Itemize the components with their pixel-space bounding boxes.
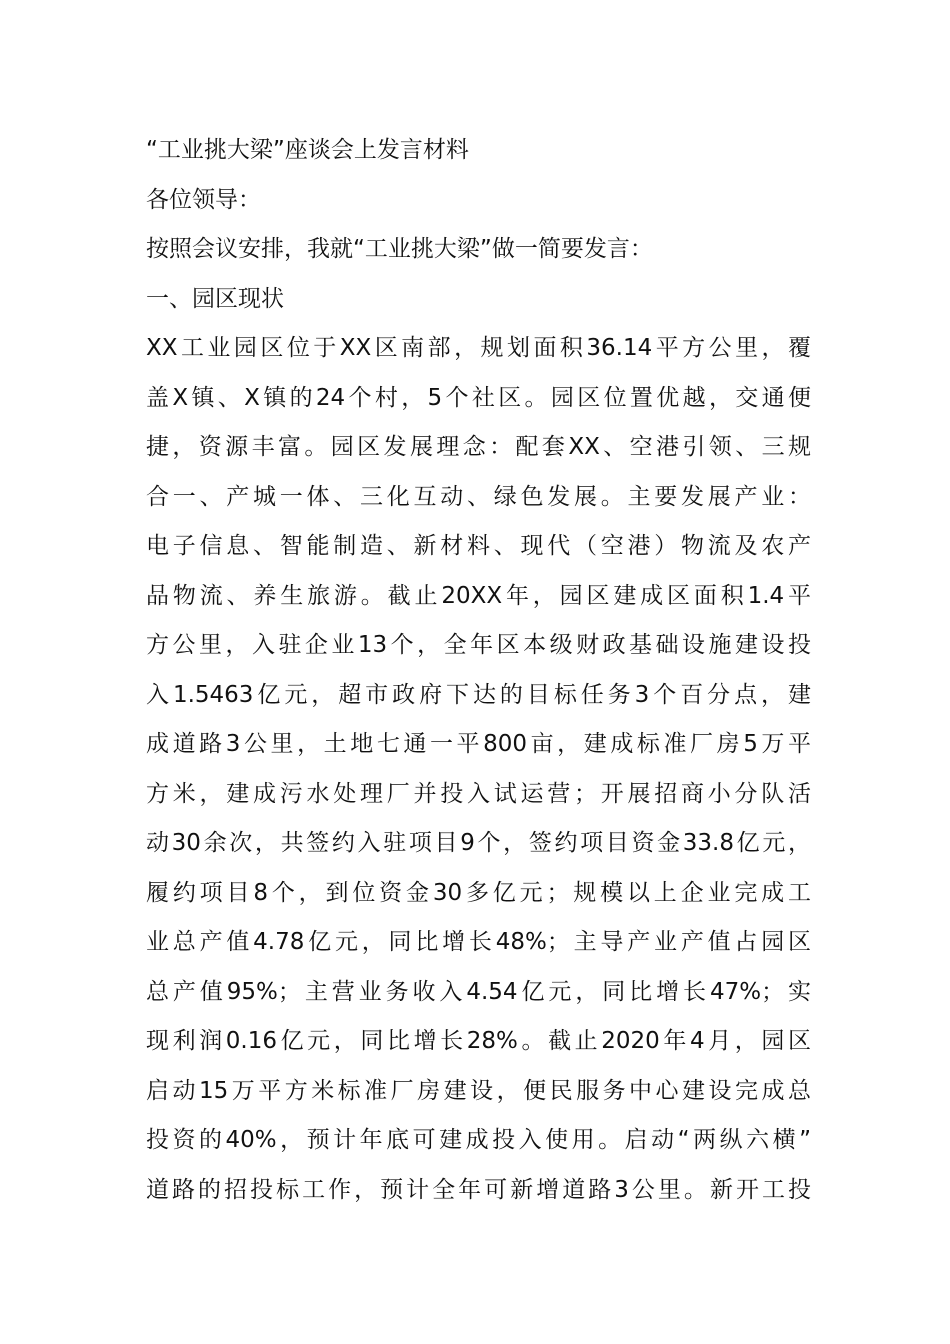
salutation: 各位领导：	[146, 186, 261, 213]
body-paragraph	[146, 324, 811, 1215]
body-line: 动30余次，共签约入驻项目9个，签约项目资金33.8亿元，	[146, 830, 811, 856]
document-title: “工业挑大梁”座谈会上发言材料	[146, 137, 469, 163]
body-line: 捷，资源丰富。园区发展理念：配套XX、空港引领、三规	[146, 434, 811, 460]
intro-paragraph: 按照会议安排，我就“工业挑大梁”做一简要发言：	[146, 236, 653, 262]
body-line: 总产值95%；主营业务收入4.54亿元，同比增长47%；实	[146, 978, 811, 1005]
body-line: 方米，建成污水处理厂并投入试运营；开展招商小分队活	[146, 780, 811, 807]
body-line: 电子信息、智能制造、新材料、现代（空港）物流及农产	[146, 533, 811, 559]
body-line: 启动15万平方米标准厂房建设，便民服务中心建设完成总	[146, 1077, 811, 1104]
body-line: 品物流、养生旅游。截止20XX年，园区建成区面积1.4平	[146, 582, 811, 609]
body-line: 现利润0.16亿元，同比增长28%。截止2020年4月，园区	[146, 1028, 811, 1054]
body-line: XX工业园区位于XX区南部，规划面积36.14平方公里，覆	[146, 335, 811, 361]
body-line: 道路的招投标工作，预计全年可新增道路3公里。新开工投	[146, 1176, 811, 1203]
body-line: 入1.5463亿元，超市政府下达的目标任务3个百分点，建	[146, 681, 811, 708]
body-line: 履约项目8个，到位资金30多亿元；规模以上企业完成工	[146, 879, 811, 906]
body-line: 投资的40%，预计年底可建成投入使用。启动“两纵六横”	[146, 1127, 811, 1153]
body-line: 合一、产城一体、三化互动、绿色发展。主要发展产业：	[146, 483, 811, 510]
body-line: 盖X镇、X镇的24个村，5个社区。园区位置优越，交通便	[146, 384, 811, 411]
document-body	[146, 126, 811, 1215]
body-line: 方公里，入驻企业13个，全年区本级财政基础设施建设投	[146, 632, 811, 658]
body-line: 成道路3公里，土地七通一平800亩，建成标准厂房5万平	[146, 731, 811, 757]
body-line: 业总产值4.78亿元，同比增长48%；主导产业产值占园区	[146, 929, 811, 955]
section-heading: 一、园区现状	[146, 285, 284, 312]
